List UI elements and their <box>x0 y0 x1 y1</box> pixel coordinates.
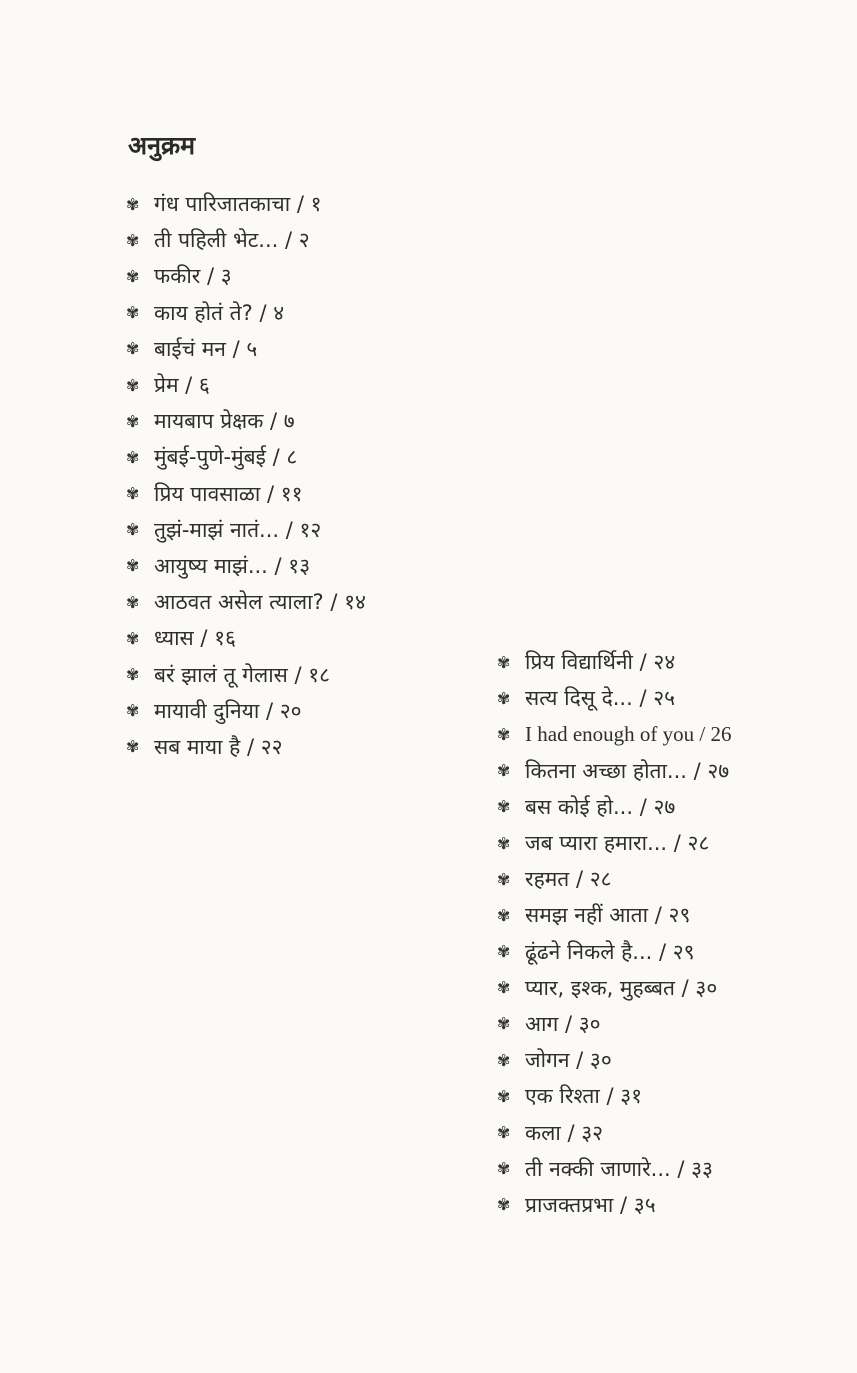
asterisk-flower-icon: ✾ <box>497 761 511 781</box>
asterisk-flower-icon: ✾ <box>497 1086 511 1106</box>
entry-text: मुंबई-पुणे-मुंबई / ८ <box>154 445 298 470</box>
page-title: अनुक्रम <box>128 131 196 160</box>
entry-text: प्रिय पावसाळा / ११ <box>154 481 303 506</box>
entry-text: आठवत असेल त्याला? / १४ <box>154 590 366 615</box>
contents-entry <box>126 584 366 620</box>
contents-list-left <box>126 186 366 765</box>
asterisk-flower-icon: ✾ <box>126 628 140 648</box>
asterisk-flower-icon: ✾ <box>497 978 511 998</box>
entry-text: ध्यास / १६ <box>154 626 236 651</box>
asterisk-flower-icon: ✾ <box>497 942 511 962</box>
entry-text: प्रेम / ६ <box>154 373 210 398</box>
asterisk-flower-icon: ✾ <box>126 303 140 323</box>
contents-entry <box>126 656 366 692</box>
entry-text: ती पहिली भेट... / २ <box>154 228 310 253</box>
contents-entry <box>497 789 731 825</box>
contents-entry <box>497 716 731 752</box>
asterisk-flower-icon: ✾ <box>497 1159 511 1179</box>
contents-entry <box>497 897 731 933</box>
entry-text: बाईचं मन / ५ <box>154 336 258 361</box>
entry-text: प्यार, इश्क, मुहब्बत / ३० <box>525 975 718 1000</box>
contents-entry <box>126 512 366 548</box>
asterisk-flower-icon: ✾ <box>126 484 140 504</box>
entry-text: ती नक्की जाणारे... / ३३ <box>525 1156 713 1181</box>
entry-text: समझ नहीं आता / २९ <box>525 903 691 928</box>
entry-text: रहमत / २८ <box>525 867 612 892</box>
contents-entry <box>497 861 731 897</box>
asterisk-flower-icon: ✾ <box>497 1195 511 1215</box>
entry-text: जब प्यारा हमारा... / २८ <box>525 831 710 856</box>
contents-entry <box>126 693 366 729</box>
contents-entry <box>497 1006 731 1042</box>
entry-text: आग / ३० <box>525 1011 601 1036</box>
contents-entry <box>497 1078 731 1114</box>
entry-text: कितना अच्छा होता... / २७ <box>525 758 730 783</box>
entry-text: फकीर / ३ <box>154 264 232 289</box>
contents-entry <box>126 548 366 584</box>
entry-text: मायबाप प्रेक्षक / ७ <box>154 409 295 434</box>
contents-entry <box>497 1114 731 1150</box>
entry-text: सब माया है / २२ <box>154 734 283 759</box>
asterisk-flower-icon: ✾ <box>126 266 140 286</box>
asterisk-flower-icon: ✾ <box>126 411 140 431</box>
asterisk-flower-icon: ✾ <box>497 652 511 672</box>
contents-entry <box>126 186 366 222</box>
contents-entry <box>497 644 731 680</box>
asterisk-flower-icon: ✾ <box>497 1014 511 1034</box>
asterisk-flower-icon: ✾ <box>126 701 140 721</box>
contents-entry <box>497 753 731 789</box>
entry-text: काय होतं ते? / ४ <box>154 300 285 325</box>
contents-entry <box>126 295 366 331</box>
entry-text: आयुष्य माझं... / १३ <box>154 553 311 578</box>
contents-entry <box>126 476 366 512</box>
asterisk-flower-icon: ✾ <box>497 869 511 889</box>
contents-entry <box>497 1151 731 1187</box>
contents-entry <box>126 331 366 367</box>
asterisk-flower-icon: ✾ <box>497 833 511 853</box>
contents-entry <box>126 620 366 656</box>
entry-text: I had enough of you / 26 <box>525 721 732 746</box>
asterisk-flower-icon: ✾ <box>126 375 140 395</box>
asterisk-flower-icon: ✾ <box>126 665 140 685</box>
entry-text: प्राजक्तप्रभा / ३५ <box>525 1192 656 1217</box>
asterisk-flower-icon: ✾ <box>497 724 511 744</box>
asterisk-flower-icon: ✾ <box>126 230 140 250</box>
contents-entry <box>497 825 731 861</box>
entry-text: सत्य दिसू दे... / २५ <box>525 686 676 711</box>
asterisk-flower-icon: ✾ <box>497 1123 511 1143</box>
contents-entry <box>126 367 366 403</box>
asterisk-flower-icon: ✾ <box>126 556 140 576</box>
asterisk-flower-icon: ✾ <box>497 688 511 708</box>
asterisk-flower-icon: ✾ <box>126 520 140 540</box>
asterisk-flower-icon: ✾ <box>497 905 511 925</box>
contents-entry <box>497 934 731 970</box>
asterisk-flower-icon: ✾ <box>126 447 140 467</box>
asterisk-flower-icon: ✾ <box>126 194 140 214</box>
asterisk-flower-icon: ✾ <box>126 592 140 612</box>
entry-text: जोगन / ३० <box>525 1048 612 1073</box>
contents-entry <box>126 439 366 475</box>
entry-text: मायावी दुनिया / २० <box>154 698 302 723</box>
entry-text: एक रिश्ता / ३१ <box>525 1084 643 1109</box>
contents-entry <box>497 1187 731 1223</box>
entry-text: प्रिय विद्यार्थिनी / २४ <box>525 650 676 675</box>
contents-entry <box>126 729 366 765</box>
asterisk-flower-icon: ✾ <box>497 1050 511 1070</box>
entry-text: बरं झालं तू गेलास / १८ <box>154 662 331 687</box>
contents-entry <box>497 1042 731 1078</box>
asterisk-flower-icon: ✾ <box>126 339 140 359</box>
contents-entry <box>126 403 366 439</box>
entry-text: ढूंढने निकले है... / २९ <box>525 939 695 964</box>
entry-text: गंध पारिजातकाचा / १ <box>154 192 322 217</box>
entry-text: तुझं-माझं नातं... / १२ <box>154 517 322 542</box>
contents-entry <box>126 222 366 258</box>
contents-entry <box>126 258 366 294</box>
contents-list-right <box>497 644 731 1223</box>
entry-text: बस कोई हो... / २७ <box>525 794 676 819</box>
entry-text: कला / ३२ <box>525 1120 604 1145</box>
asterisk-flower-icon: ✾ <box>497 797 511 817</box>
contents-entry <box>497 970 731 1006</box>
asterisk-flower-icon: ✾ <box>126 737 140 757</box>
contents-entry <box>497 680 731 716</box>
